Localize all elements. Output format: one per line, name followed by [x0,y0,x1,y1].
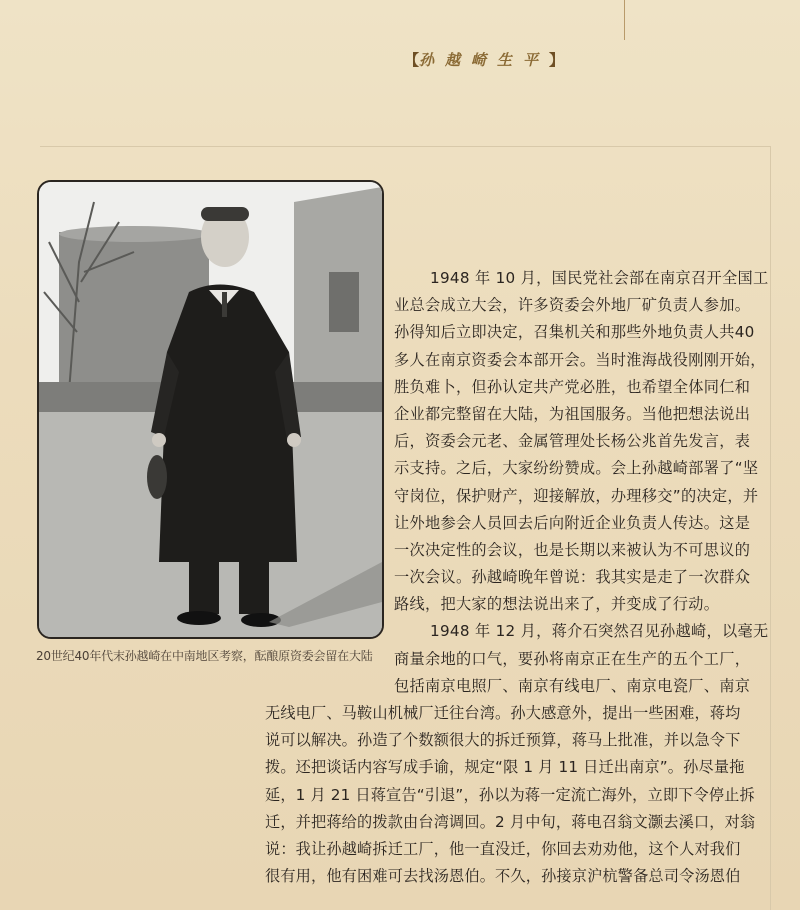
text-line: 无线电厂、马鞍山机械厂迁往台湾。孙大感意外，提出一些困难，蒋均 [265,704,741,722]
text-line: 胜负难卜，但孙认定共产党必胜，也希望全体同仁和 [394,377,751,396]
photo-illustration [39,182,382,637]
paragraph-1 [394,265,768,700]
section-header [404,47,564,73]
top-rule [624,0,625,40]
text-line: 1948 年 12 月，蒋介石突然召见孙越崎，以毫无 [430,622,769,641]
text-line: 说可以解决。孙造了个数额很大的拆迁预算，蒋马上批准，并以急令下 [265,731,741,750]
text-line: 很有用，他有困难可去找汤恩伯。不久，孙接京沪杭警备总司令汤恩伯 [265,867,741,886]
text-line: 后，资委会元老、金属管理处长杨公兆首先发言，表 [394,432,751,451]
text-line: 延，1 月 21 日蒋宣告“引退”，孙以为蒋一定流亡海外，立即下令停止拆 [265,785,755,804]
header-title: 孙越崎生平 [419,51,550,69]
text-line: 一次决定性的会议，也是长期以来被认为不可思议的 [394,540,751,559]
header-bracket-left: 【 [404,51,420,69]
header-bracket-right: 】 [549,51,565,69]
paragraph-2-wide [265,700,755,890]
text-line: 守岗位，保护财产，迎接解放，办理移交”的决定，并 [394,486,759,505]
text-line: 包括南京电照厂、南京有线电厂、南京电瓷厂、南京 [394,676,751,695]
text-line: 孙得知后立即决定，召集机关和那些外地负责人共40 [394,323,755,342]
text-line: 说：我让孙越崎拆迁工厂，他一直没迁，你回去劝劝他，这个人对我们 [265,839,741,858]
text-line: 业总会成立大会，许多资委会外地厂矿负责人参加。 [394,296,751,315]
text-line: 示支持。之后，大家纷纷赞成。会上孙越崎部署了“坚 [394,459,759,478]
frame-top-line [40,146,770,147]
text-line: 多人在南京资委会本部开会。当时淮海战役刚刚开始， [394,350,766,369]
photo-caption: 20世纪40年代末孙越崎在中南地区考察，酝酿原资委会留在大陆 [36,649,373,663]
text-line: 1948 年 10 月，国民党社会部在南京召开全国工 [430,269,769,287]
text-line: 商量余地的口气，要孙将南京正在生产的五个工厂， [394,649,751,668]
historical-photo [37,180,384,639]
text-line: 路线，把大家的想法说出来了，并变成了行动。 [394,595,720,614]
text-line: 拨。还把谈话内容写成手谕，规定“限 1 月 11 日迁出南京”。孙尽量拖 [265,758,745,777]
text-line: 迁，并把蒋给的拨款由台湾调回。2 月中旬，蒋电召翁文灏去溪口，对翁 [265,812,756,831]
text-line: 企业都完整留在大陆，为祖国服务。当他把想法说出 [394,404,751,423]
text-line: 让外地参会人员回去后向附近企业负责人传达。这是 [394,513,751,532]
frame-right-line [770,146,771,910]
text-line: 一次会议。孙越崎晚年曾说：我其实是走了一次群众 [394,568,751,587]
